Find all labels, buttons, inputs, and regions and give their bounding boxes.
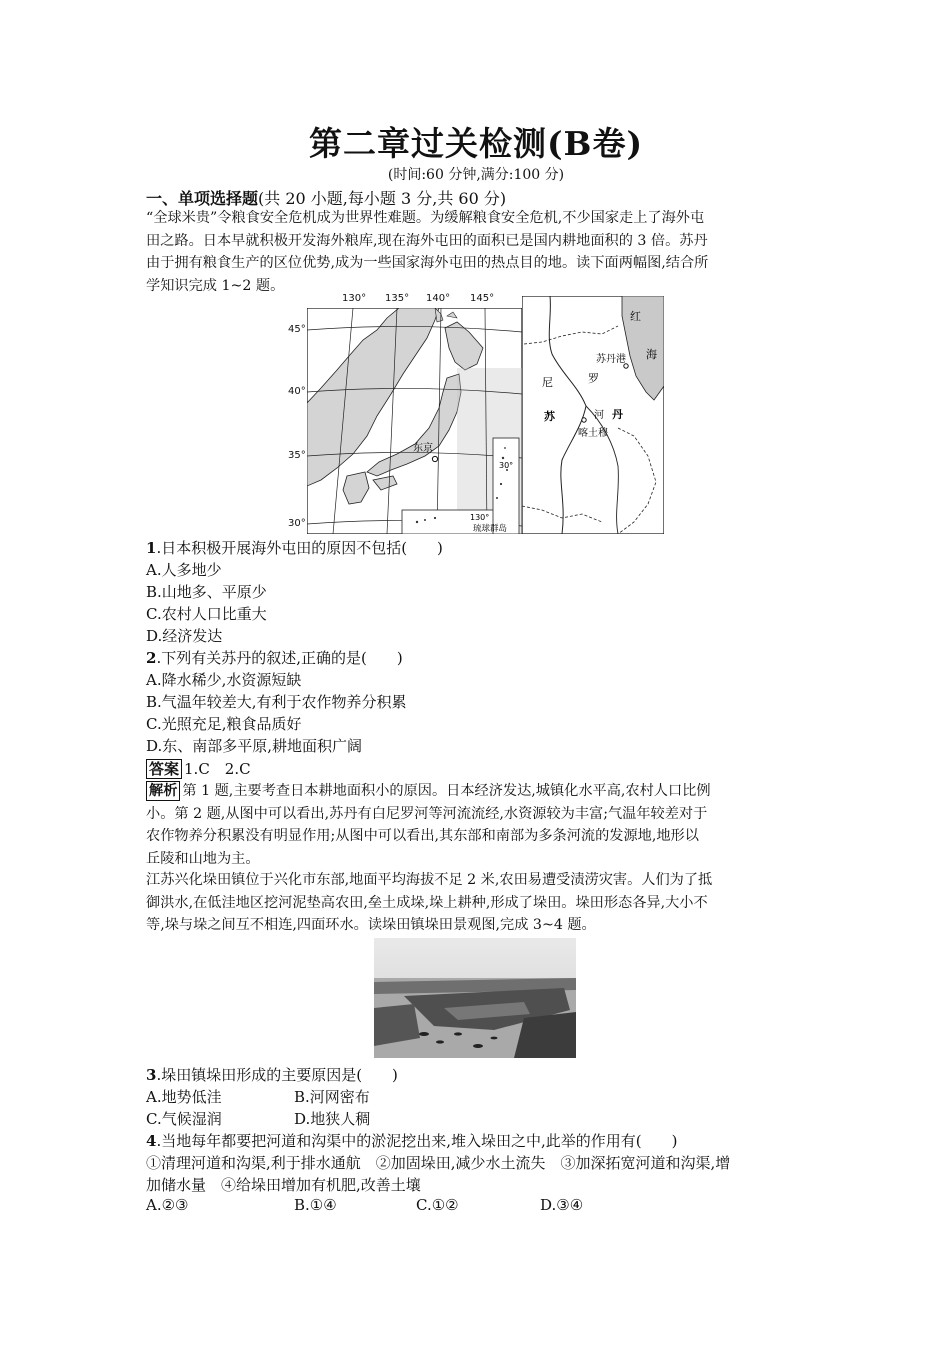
answer-text: 1.C 2.C xyxy=(184,760,251,778)
intro-line: 江苏兴化垛田镇位于兴化市东部,地面平均海拔不足 2 米,农田易遭受渍涝灾害。人们为了抵 xyxy=(146,872,713,888)
khartoum-label: 喀土穆 xyxy=(578,428,608,439)
analysis-line: 农作物养分积累没有明显作用;从图中可以看出,其东部和南部为多条河流的发源地,地形以 xyxy=(146,828,699,844)
option-c[interactable]: C.农村人口比重大 xyxy=(146,605,267,623)
intro-line: “全球米贵”令粮食安全危机成为世界性难题。为缓解粮食安全危机,不少国家走上了海外屯 xyxy=(146,210,705,226)
nile-label: 罗 xyxy=(588,372,599,385)
question-1 xyxy=(146,537,443,558)
question-number: 2 xyxy=(146,649,157,667)
intro-line: 御洪水,在低洼地区挖河泥垫高农田,垒土成垛,垛上耕种,形成了垛田。垛田形态各异,大小不 xyxy=(146,894,708,911)
option-d[interactable]: D.③④ xyxy=(540,1196,584,1214)
option-d[interactable]: D.东、南部多平原,耕地面积广阔 xyxy=(146,737,363,755)
duotian-landscape-photo xyxy=(374,938,576,1058)
inset-lat-label: 30° xyxy=(499,461,514,470)
tokyo-label: 东京 xyxy=(413,443,433,454)
section-heading xyxy=(146,186,506,209)
intro-line: 田之路。日本早就积极开发海外粮库,现在海外屯田的面积已是国内耕地面积的 3 倍。苏丹 xyxy=(146,232,708,249)
option-d[interactable]: D.经济发达 xyxy=(146,627,223,645)
question-number: 4 xyxy=(146,1132,157,1150)
intro-paragraph-2 xyxy=(146,869,814,937)
question-number: 3 xyxy=(146,1066,157,1084)
option-c[interactable]: C.光照充足,粮食品质好 xyxy=(146,715,302,733)
question-stem: .当地每年都要把河道和沟渠中的淤泥挖出来,堆入垛田之中,此举的作用有( ) xyxy=(156,1132,678,1150)
option-a[interactable]: A.降水稀少,水资源短缺 xyxy=(146,671,302,689)
option-c[interactable]: C.①② xyxy=(416,1196,459,1214)
analysis-line: 第 1 题,主要考查日本耕地面积小的原因。日本经济发达,城镇化水平高,农村人口比例 xyxy=(182,783,711,799)
option-a[interactable]: A.地势低洼 xyxy=(146,1088,222,1106)
sudan-label: 丹 xyxy=(612,408,623,421)
analysis-line: 小。第 2 题,从图中可以看出,苏丹有白尼罗河等河流流经,水资源较为丰富;气温年较差对于 xyxy=(146,805,708,822)
option-b[interactable]: B.气温年较差大,有利于农作物养分积累 xyxy=(146,693,407,711)
intro-paragraph-1 xyxy=(146,207,814,297)
question-2 xyxy=(146,647,403,668)
inset-lon-label: 130° xyxy=(470,513,490,522)
statement-line: ①清理河道和沟渠,利于排水通航 ②加固垛田,减少水土流失 ③加深拓宽河道和沟渠,增 xyxy=(146,1154,731,1172)
red-sea-label: 红 xyxy=(630,310,641,323)
port-sudan-label: 苏丹港 xyxy=(596,354,626,365)
lon-label: 140° xyxy=(426,293,451,304)
question-3 xyxy=(146,1064,398,1085)
analysis-tag: 解析 xyxy=(146,781,180,801)
answer-row xyxy=(146,758,251,779)
statement-line: 加储水量 ④给垛田增加有机肥,改善土壤 xyxy=(146,1176,421,1194)
khartoum-marker xyxy=(582,418,586,422)
question-stem: .下列有关苏丹的叙述,正确的是( ) xyxy=(156,649,403,667)
lon-label: 145° xyxy=(470,293,495,304)
question-stem: .垛田镇垛田形成的主要原因是( ) xyxy=(156,1066,398,1084)
option-b[interactable]: B.①④ xyxy=(294,1196,337,1214)
nile-label: 河 xyxy=(594,410,604,421)
option-d[interactable]: D.地狭人稠 xyxy=(294,1110,371,1128)
question-4 xyxy=(146,1130,677,1151)
japan-map xyxy=(307,308,522,534)
ryukyu-label: 琉球群岛 xyxy=(473,524,508,534)
ryukyu-inset-right xyxy=(493,438,519,534)
analysis-line: 丘陵和山地为主。 xyxy=(146,850,260,867)
intro-line: 学知识完成 1~2 题。 xyxy=(146,277,285,294)
option-b[interactable]: B.河网密布 xyxy=(294,1088,370,1106)
intro-line: 由于拥有粮食生产的区位优势,成为一些国家海外屯田的热点目的地。读下面两幅图,结合所 xyxy=(146,255,709,271)
sudan-map xyxy=(522,296,664,534)
lat-label: 40° xyxy=(288,386,306,397)
lat-label: 30° xyxy=(288,518,306,529)
time-score-note: (时间:60 分钟,满分:100 分) xyxy=(387,167,565,183)
section-title: 一、单项选择题 xyxy=(146,189,259,208)
question-number: 1 xyxy=(146,539,157,557)
lat-label: 35° xyxy=(288,450,306,461)
red-sea-label: 海 xyxy=(646,348,657,361)
tokyo-marker xyxy=(432,456,437,461)
lon-label: 130° xyxy=(342,293,367,304)
sudan-label: 苏 xyxy=(544,410,555,423)
option-a[interactable]: A.②③ xyxy=(146,1196,189,1214)
lat-label: 45° xyxy=(288,324,306,335)
lon-label: 135° xyxy=(385,293,410,304)
analysis-paragraph xyxy=(146,780,814,870)
option-c[interactable]: C.气候湿润 xyxy=(146,1110,222,1128)
question-stem: .日本积极开展海外屯田的原因不包括( ) xyxy=(156,539,443,557)
answer-tag: 答案 xyxy=(146,759,182,779)
intro-line: 等,垛与垛之间互不相连,四面环水。读垛田镇垛田景观图,完成 3~4 题。 xyxy=(146,917,596,933)
section-note: (共 20 小题,每小题 3 分,共 60 分) xyxy=(258,189,507,208)
option-a[interactable]: A.人多地少 xyxy=(146,561,222,579)
option-b[interactable]: B.山地多、平原少 xyxy=(146,583,267,601)
page-title: 第二章过关检测(B卷) xyxy=(308,124,644,163)
nile-label: 尼 xyxy=(542,376,553,389)
